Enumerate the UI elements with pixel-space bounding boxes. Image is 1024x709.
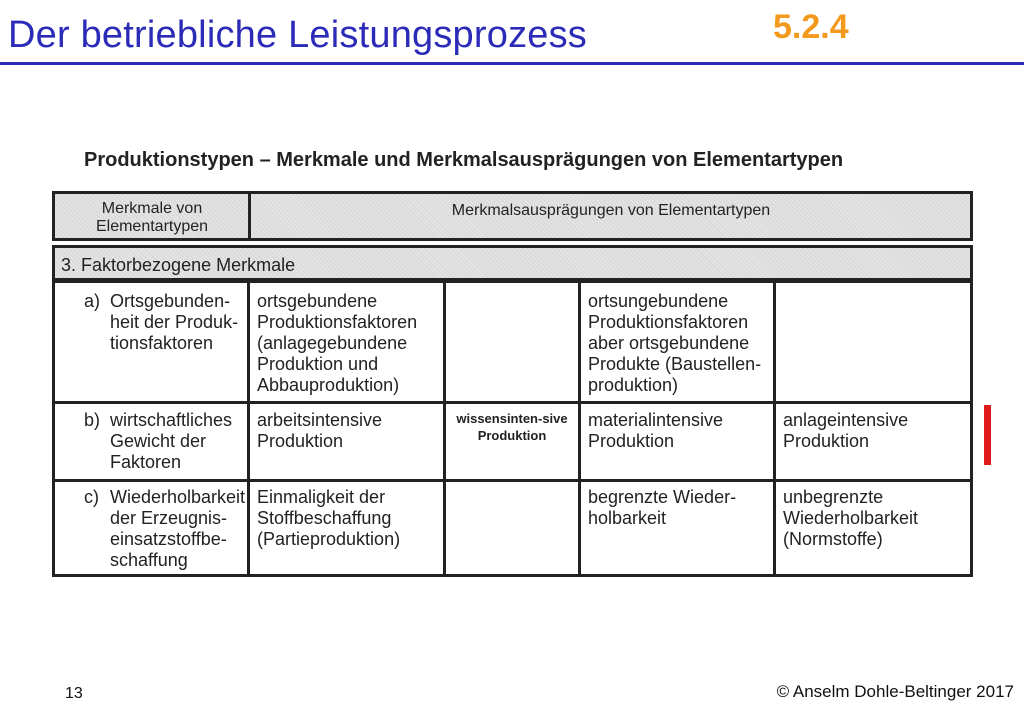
row-a-cell-1: ortsgebundene Produktionsfaktoren (anlagegebundene Produktion und Abbauproduktion) (257, 291, 418, 395)
title-underline (0, 62, 1024, 65)
row-divider (55, 479, 970, 482)
column-header-characteristics: Merkmale von Elementartypen (95, 200, 209, 235)
row-a-cell-3: ortsungebundene Produktionsfaktoren aber ortsgebundene Produkte (Baustellen-produktion) (588, 291, 762, 395)
column-divider (247, 283, 250, 574)
row-b-cell-3: materialintensive Produktion (588, 410, 724, 451)
row-c-label: Wiederholbarkeit der Erzeugnis-einsatzstoffbe-schaffung (110, 487, 246, 570)
row-a-prefix: a) (84, 291, 101, 311)
table-body (52, 280, 973, 577)
row-a-label: Ortsgebunden-heit der Produk-tionsfaktoren (110, 291, 239, 353)
column-divider (773, 283, 776, 574)
row-c-prefix: c) (84, 487, 99, 507)
slide-title: Der betriebliche Leistungsprozess (8, 14, 588, 56)
row-b-cell-1: arbeitsintensive Produktion (257, 410, 383, 451)
row-b-cell-2: wissensinten-sive Produktion (456, 411, 568, 443)
section-number: 5.2.4 (773, 8, 849, 46)
row-b-cell-4: anlageintensive Produktion (783, 410, 909, 451)
row-c-cell-4: unbegrenzte Wiederholbarkeit (Normstoffe) (783, 487, 919, 549)
group-label: 3. Faktorbezogene Merkmale (61, 255, 296, 275)
row-divider (55, 401, 970, 404)
column-divider (578, 283, 581, 574)
table-heading: Produktionstypen – Merkmale und Merkmalsausprägungen von Elementartypen (84, 149, 844, 171)
row-c-cell-1: Einmaligkeit der Stoffbeschaffung (Partieproduktion) (257, 487, 401, 549)
copyright-notice: © Anselm Dohle-Beltinger 2017 (776, 682, 1014, 701)
column-divider (443, 283, 446, 574)
column-header-values: Merkmalsausprägungen von Elementartypen (451, 202, 771, 219)
page-number: 13 (65, 685, 83, 702)
table-header-row (52, 191, 973, 241)
highlight-marker (984, 405, 991, 465)
table-group-row (52, 245, 973, 281)
row-b-prefix: b) (84, 410, 101, 430)
row-c-cell-3: begrenzte Wieder-holbarkeit (588, 487, 737, 528)
row-b-label: wirtschaftliches Gewicht der Faktoren (110, 410, 233, 472)
